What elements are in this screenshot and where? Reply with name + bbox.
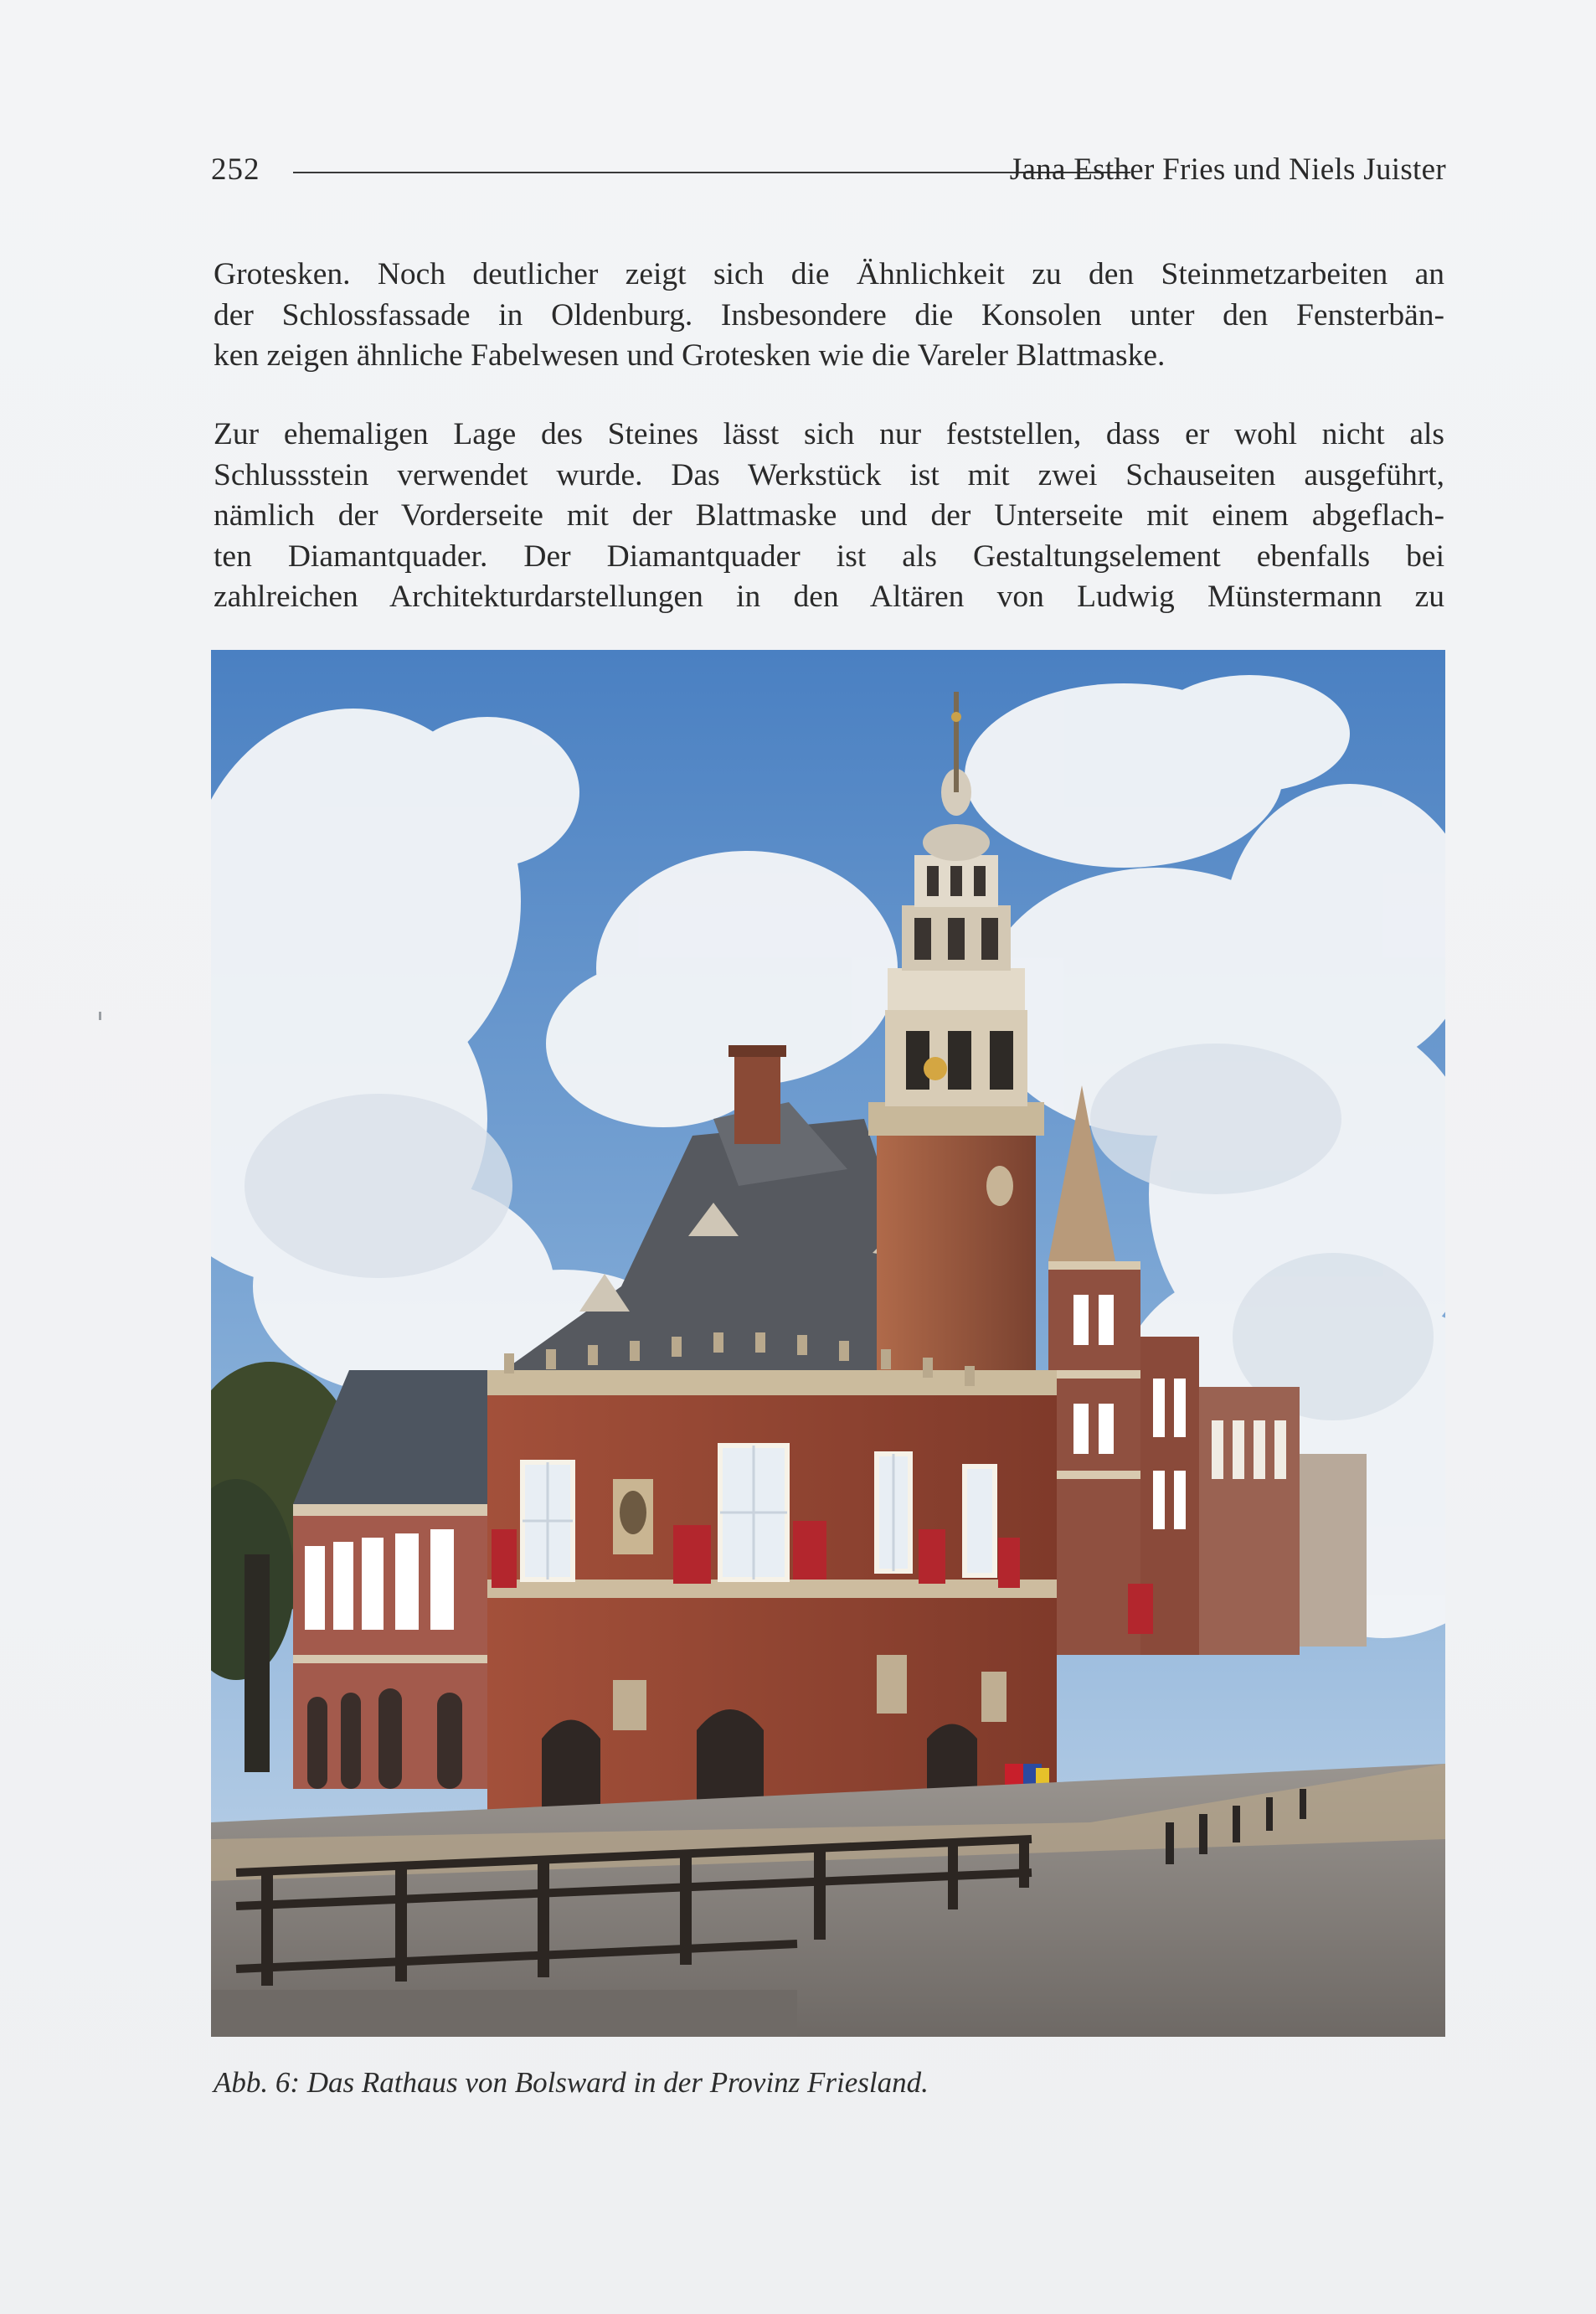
text-line: Grotesken. Noch deutlicher zeigt sich die Ähnlichkeit zu den Steinmetzarbeiten an (214, 257, 1444, 291)
paragraph-2 (214, 415, 1444, 618)
figure-caption: Abb. 6: Das Rathaus von Bolsward in der Provinz Friesland. (214, 2066, 929, 2099)
page-number: 252 (211, 152, 260, 187)
text-line: ken zeigen ähnliche Fabelwesen und Grotesken wie die Vareler Blattmaske. (214, 338, 1166, 373)
annex-building (293, 1370, 502, 1789)
main-facade (487, 1332, 1153, 1839)
text-line: der Schlossfassade in Oldenburg. Insbesondere die Konsolen unter den Fensterbän- (214, 297, 1444, 332)
town-hall-photo (211, 650, 1445, 2037)
scan-mark (99, 1012, 101, 1020)
text-line: Zur ehemaligen Lage des Steines lässt sich nur feststellen, dass er wohl nicht als (214, 417, 1444, 451)
text-line: ten Diamantquader. Der Diamantquader ist als Gestaltungselement ebenfalls bei (214, 539, 1444, 574)
paragraph-1 (214, 255, 1444, 377)
text-line: Schlussstein verwendet wurde. Das Werkstück ist mit zwei Schauseiten ausgeführt, (214, 457, 1444, 492)
text-line: zahlreichen Architekturdarstellungen in den Altären von Ludwig Münstermann zu (214, 580, 1444, 614)
page-header (211, 149, 1446, 191)
running-head: Jana Esther Fries und Niels Juister (1009, 152, 1446, 187)
header-rule (293, 172, 1130, 173)
text-line: nämlich der Vorderseite mit der Blattmaske und der Unterseite mit einem abgeflach- (214, 498, 1444, 533)
